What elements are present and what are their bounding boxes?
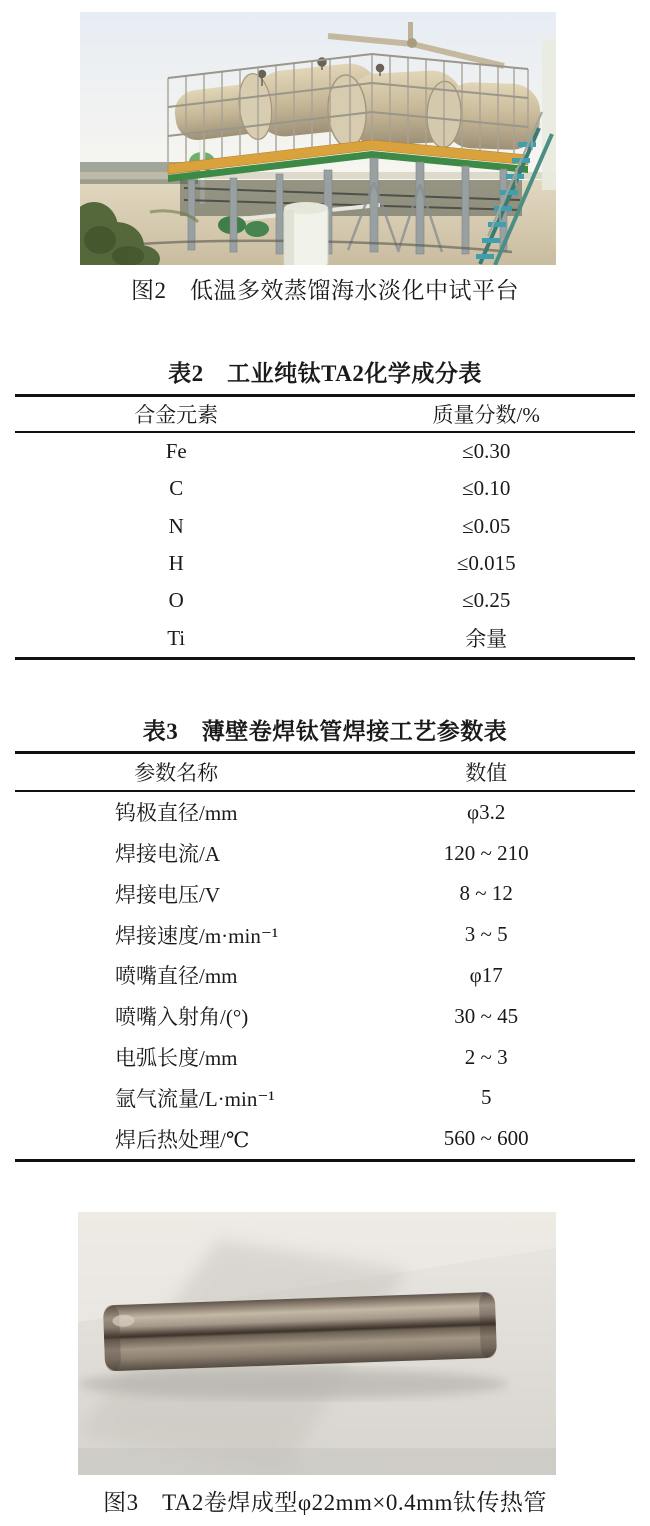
table-row — [15, 582, 635, 619]
table2-body — [15, 433, 635, 660]
param-name-cell: 电弧长度/mm — [115, 1046, 238, 1071]
param-value-cell: ≤0.25 — [462, 588, 511, 613]
table-row — [15, 433, 635, 470]
table-row — [15, 833, 635, 874]
table3-header-parameter: 参数名称 — [134, 761, 219, 785]
param-value-cell: 560 ~ 600 — [443, 1126, 529, 1151]
titanium-tube — [103, 1292, 497, 1372]
vessel — [426, 81, 541, 151]
table-row — [15, 996, 635, 1037]
param-value-cell: 余量 — [465, 627, 508, 652]
table3-title: 表3 薄壁卷焊钛管焊接工艺参数表 — [142, 719, 508, 744]
param-value-cell: 2 ~ 3 — [464, 1044, 508, 1069]
param-name-cell: C — [169, 476, 184, 501]
param-name-cell: 钨极直径/mm — [115, 801, 238, 826]
table-row — [15, 1077, 635, 1118]
param-value-cell: 8 ~ 12 — [459, 881, 513, 906]
table3 — [15, 751, 635, 1162]
table3-body — [15, 792, 635, 1162]
param-name-cell: H — [168, 551, 184, 576]
tube-photo-illustration — [78, 1212, 556, 1475]
table-row — [15, 470, 635, 507]
white-tank — [284, 202, 328, 265]
table-row — [15, 914, 635, 955]
param-value-cell: 3 ~ 5 — [464, 922, 508, 947]
table-row — [15, 1118, 635, 1159]
param-value-cell: φ17 — [469, 962, 503, 987]
table2-header-element: 合金元素 — [134, 403, 219, 427]
param-name-cell: N — [168, 513, 184, 538]
param-value-cell: 120 ~ 210 — [443, 840, 529, 865]
figure2-caption: 图2 低温多效蒸馏海水淡化中试平台 — [131, 278, 519, 303]
table3-header-row — [15, 751, 635, 792]
param-value-cell: φ3.2 — [467, 799, 506, 824]
table-row — [15, 955, 635, 996]
param-name-cell: Ti — [167, 625, 186, 650]
figure2-platform-photo — [80, 12, 556, 265]
param-name-cell: 焊后热处理/℃ — [115, 1127, 250, 1152]
param-value-cell: ≤0.10 — [462, 476, 511, 501]
param-name-cell: 喷嘴入射角/(°) — [115, 1005, 249, 1030]
figure3-tube-photo — [78, 1212, 556, 1475]
table-row — [15, 1037, 635, 1078]
param-value-cell: 30 ~ 45 — [454, 1003, 519, 1028]
figure3-caption: 图3 TA2卷焊成型φ22mm×0.4mm钛传热管 — [103, 1490, 547, 1515]
param-value-cell: ≤0.015 — [456, 551, 516, 576]
param-name-cell: 焊接电流/A — [115, 842, 220, 867]
param-value-cell: ≤0.05 — [462, 513, 511, 538]
table2-title: 表2 工业纯钛TA2化学成分表 — [168, 361, 482, 386]
platform-photo-illustration — [80, 12, 556, 265]
param-value-cell: ≤0.30 — [462, 439, 511, 464]
table-row — [15, 874, 635, 915]
table-row — [15, 545, 635, 582]
param-name-cell: Fe — [165, 439, 187, 464]
table-row — [15, 620, 635, 657]
table2-header-mass-fraction: 质量分数/% — [432, 403, 540, 427]
table-row — [15, 792, 635, 833]
table3-header-value: 数值 — [465, 761, 508, 785]
table2 — [15, 394, 635, 660]
param-name-cell: 喷嘴直径/mm — [115, 964, 238, 989]
param-value-cell: 5 — [480, 1085, 492, 1110]
param-name-cell: 氩气流量/L·min⁻¹ — [115, 1086, 275, 1111]
table2-header-row — [15, 394, 635, 433]
table-row — [15, 508, 635, 545]
param-name-cell: 焊接电压/V — [115, 882, 220, 907]
param-name-cell: O — [168, 588, 184, 613]
param-name-cell: 焊接速度/m·min⁻¹ — [115, 923, 279, 948]
